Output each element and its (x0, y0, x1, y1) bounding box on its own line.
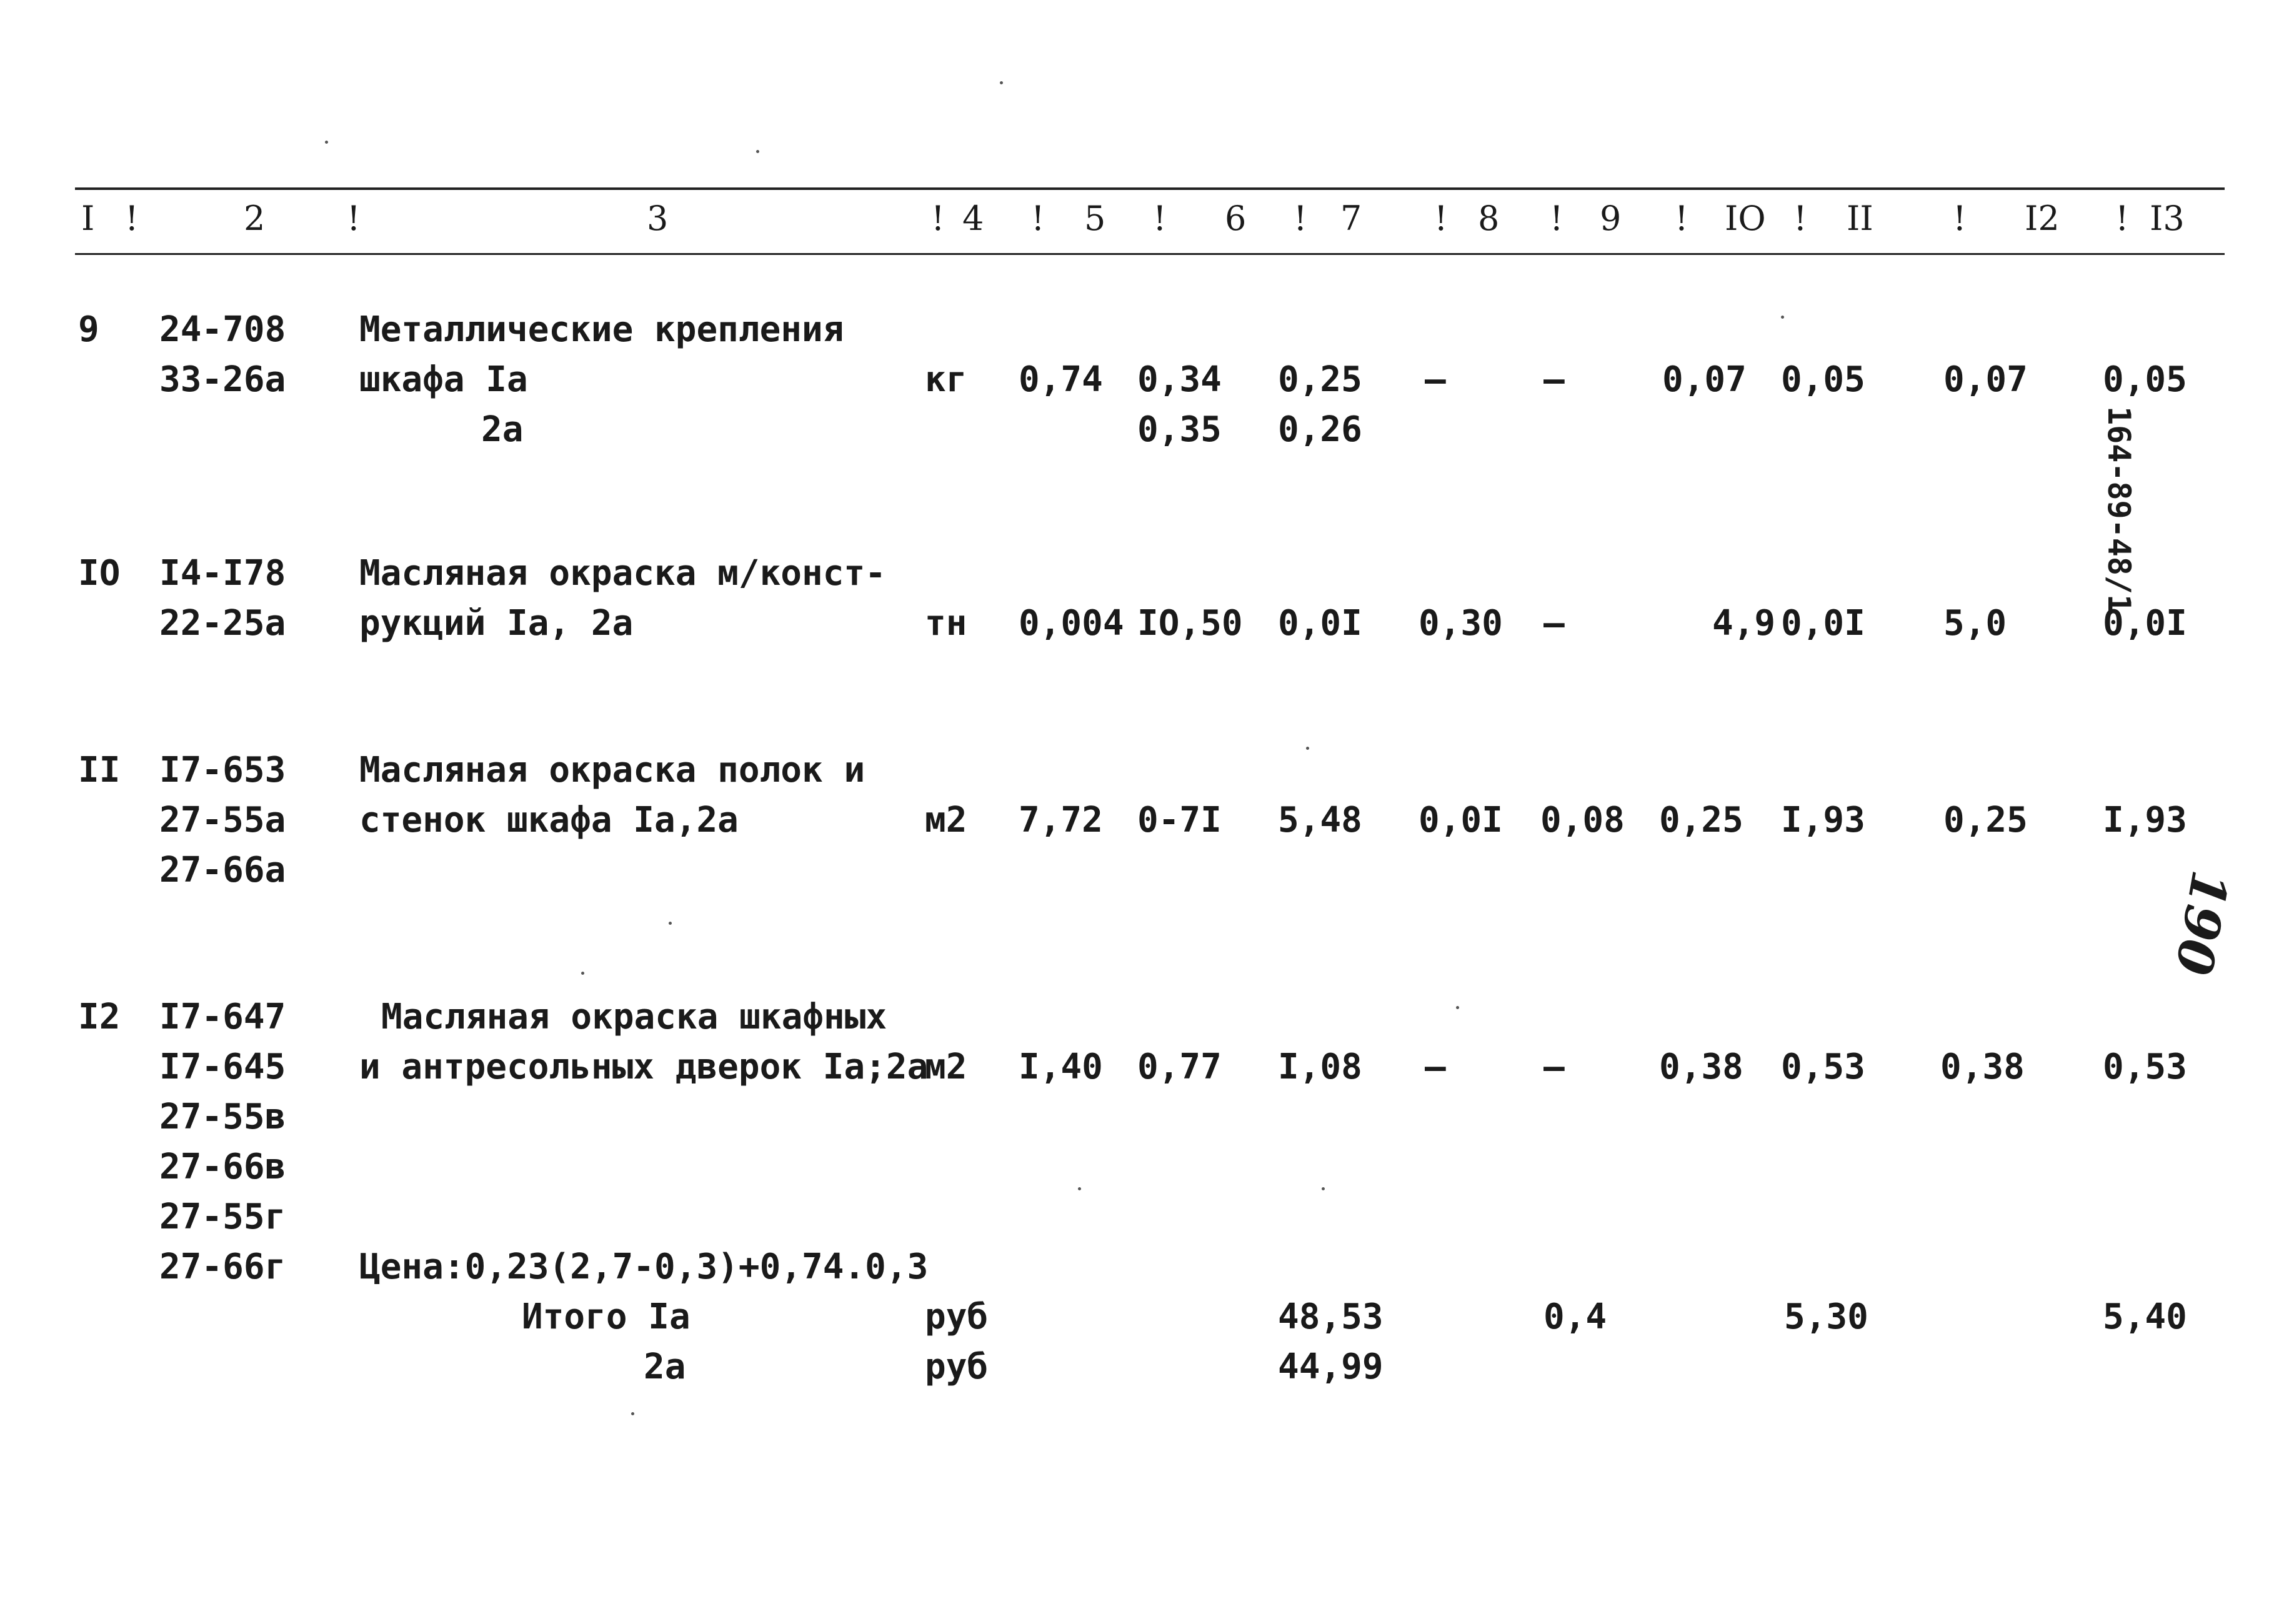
cell-c7: 0,0I (1278, 603, 1362, 644)
header-col-7: 7 (1340, 199, 1362, 238)
header-separator: ! (1434, 199, 1448, 238)
work-description: Масляная окраска шкафных (381, 997, 887, 1037)
scan-speck (756, 150, 759, 153)
norm-code: 27-55a (159, 800, 286, 840)
cell-c7: I,08 (1278, 1047, 1362, 1087)
cell-c5: 7,72 (1019, 800, 1103, 840)
cell-c11: I,93 (1781, 800, 1865, 840)
scan-speck (1000, 81, 1003, 84)
header-col-3: 3 (647, 199, 669, 238)
scan-speck (1322, 1187, 1325, 1190)
cell-c9: 0,08 (1540, 800, 1625, 840)
total-unit: руб (925, 1347, 989, 1387)
header-separator: ! (347, 199, 361, 238)
total-c7-1a: 48,53 (1278, 1297, 1384, 1337)
cell-c10: 0,38 (1659, 1047, 1743, 1087)
norm-code: 27-55в (159, 1097, 286, 1137)
cell-c11: 0,0I (1781, 603, 1865, 644)
norm-code: I7-647 (159, 997, 286, 1037)
norm-code: 22-25a (159, 603, 286, 644)
work-description: Масляная окраска м/конст- (359, 553, 886, 594)
norm-code: 33-26a (159, 359, 286, 400)
header-col-11: II (1847, 199, 1873, 238)
norm-code: I7-645 (159, 1047, 286, 1087)
total-label-1a: Итого Ia (522, 1297, 691, 1337)
scan-speck (1306, 747, 1309, 750)
cell-c12: 0,38 (1940, 1047, 2025, 1087)
cell-c8: 0,30 (1419, 603, 1503, 644)
work-description: рукций Ia, 2a (359, 603, 634, 644)
header-col-13: I3 (2150, 199, 2185, 238)
header-bottom-rule (75, 253, 2225, 255)
cell-c5: I,40 (1019, 1047, 1103, 1087)
work-description: шкафа Ia (359, 359, 528, 400)
scan-speck (631, 1412, 634, 1415)
total-c13-1a: 5,40 (2103, 1297, 2187, 1337)
cell-c7: 5,48 (1278, 800, 1362, 840)
cell-c10: 0,07 (1662, 359, 1747, 400)
page-number: 190 (2163, 866, 2240, 980)
work-description: и антресольных дверок Ia;2a (359, 1047, 929, 1087)
header-separator: ! (1953, 199, 1967, 238)
cell-c6: 0-7I (1137, 800, 1222, 840)
cell-c13: 0,05 (2103, 359, 2187, 400)
cell-c13: 0,53 (2103, 1047, 2187, 1087)
cell-c13: I,93 (2103, 800, 2187, 840)
header-separator: ! (931, 199, 945, 238)
work-description: стенок шкафа Ia,2a (359, 800, 739, 840)
unit: кг (925, 359, 967, 400)
header-col-2: 2 (244, 199, 266, 238)
document-code: 164-89-48/1 (2101, 406, 2137, 614)
scan-speck (1781, 316, 1784, 319)
header-col-6: 6 (1225, 199, 1247, 238)
row-number: 9 (78, 309, 99, 350)
cell-c7: 0,26 (1278, 409, 1362, 450)
cell-c13: 0,0I (2103, 603, 2187, 644)
norm-code: I7-653 (159, 750, 286, 790)
header-col-9: 9 (1600, 199, 1622, 238)
total-unit: руб (925, 1297, 989, 1337)
header-separator: ! (1153, 199, 1167, 238)
work-description: Масляная окраска полок и (359, 750, 865, 790)
cell-c10: 4,9 (1712, 603, 1776, 644)
scan-speck (1456, 1006, 1459, 1009)
work-description: 2a (481, 409, 524, 450)
cell-c9: – (1543, 1047, 1565, 1087)
unit: м2 (925, 1047, 967, 1087)
header-top-rule (75, 187, 2225, 190)
price-formula: Цена:0,23(2,7-0,3)+0,74.0,3 (359, 1247, 929, 1287)
row-number: I2 (78, 997, 121, 1037)
norm-code: 24-708 (159, 309, 286, 350)
header-separator: ! (1550, 199, 1563, 238)
work-description: Металлические крепления (359, 309, 844, 350)
header-col-5: 5 (1084, 199, 1106, 238)
unit: м2 (925, 800, 967, 840)
norm-code: I4-I78 (159, 553, 286, 594)
header-separator: ! (1294, 199, 1307, 238)
header-col-10: IO (1725, 199, 1766, 238)
header-col-12: I2 (2025, 199, 2060, 238)
cell-c10: 0,25 (1659, 800, 1743, 840)
cell-c6: 0,34 (1137, 359, 1222, 400)
header-col-8: 8 (1478, 199, 1500, 238)
cell-c5: 0,74 (1019, 359, 1103, 400)
norm-code: 27-66в (159, 1147, 286, 1187)
norm-code: 27-66a (159, 850, 286, 890)
header-separator: ! (1675, 199, 1688, 238)
cell-c12: 5,0 (1943, 603, 2007, 644)
scan-speck (1078, 1187, 1081, 1190)
total-c7-2a: 44,99 (1278, 1347, 1384, 1387)
cell-c5: 0,004 (1019, 603, 1124, 644)
scan-speck (669, 922, 672, 925)
cell-c6: 0,35 (1137, 409, 1222, 450)
cell-c9: – (1543, 359, 1565, 400)
cell-c8: – (1425, 359, 1446, 400)
row-number: II (78, 750, 121, 790)
cell-c12: 0,25 (1943, 800, 2028, 840)
header-separator: ! (2115, 199, 2129, 238)
norm-code: 27-66г (159, 1247, 286, 1287)
cell-c11: 0,05 (1781, 359, 1865, 400)
scan-speck (325, 141, 328, 144)
cell-c11: 0,53 (1781, 1047, 1865, 1087)
cell-c6: 0,77 (1137, 1047, 1222, 1087)
cell-c8: 0,0I (1419, 800, 1503, 840)
cell-c9: – (1543, 603, 1565, 644)
unit: тн (925, 603, 967, 644)
cell-c12: 0,07 (1943, 359, 2028, 400)
scan-speck (581, 972, 584, 975)
header-separator: ! (1793, 199, 1807, 238)
cell-c6: IO,50 (1137, 603, 1243, 644)
header-separator: ! (125, 199, 139, 238)
row-number: IO (78, 553, 121, 594)
total-label-2a: 2a (644, 1347, 686, 1387)
total-c11-1a: 5,30 (1784, 1297, 1868, 1337)
header-separator: ! (1031, 199, 1045, 238)
header-col-4: 4 (962, 199, 984, 238)
header-col-1: I (81, 199, 95, 238)
total-c9-1a: 0,4 (1543, 1297, 1607, 1337)
norm-code: 27-55г (159, 1197, 286, 1237)
cell-c8: – (1425, 1047, 1446, 1087)
cell-c7: 0,25 (1278, 359, 1362, 400)
